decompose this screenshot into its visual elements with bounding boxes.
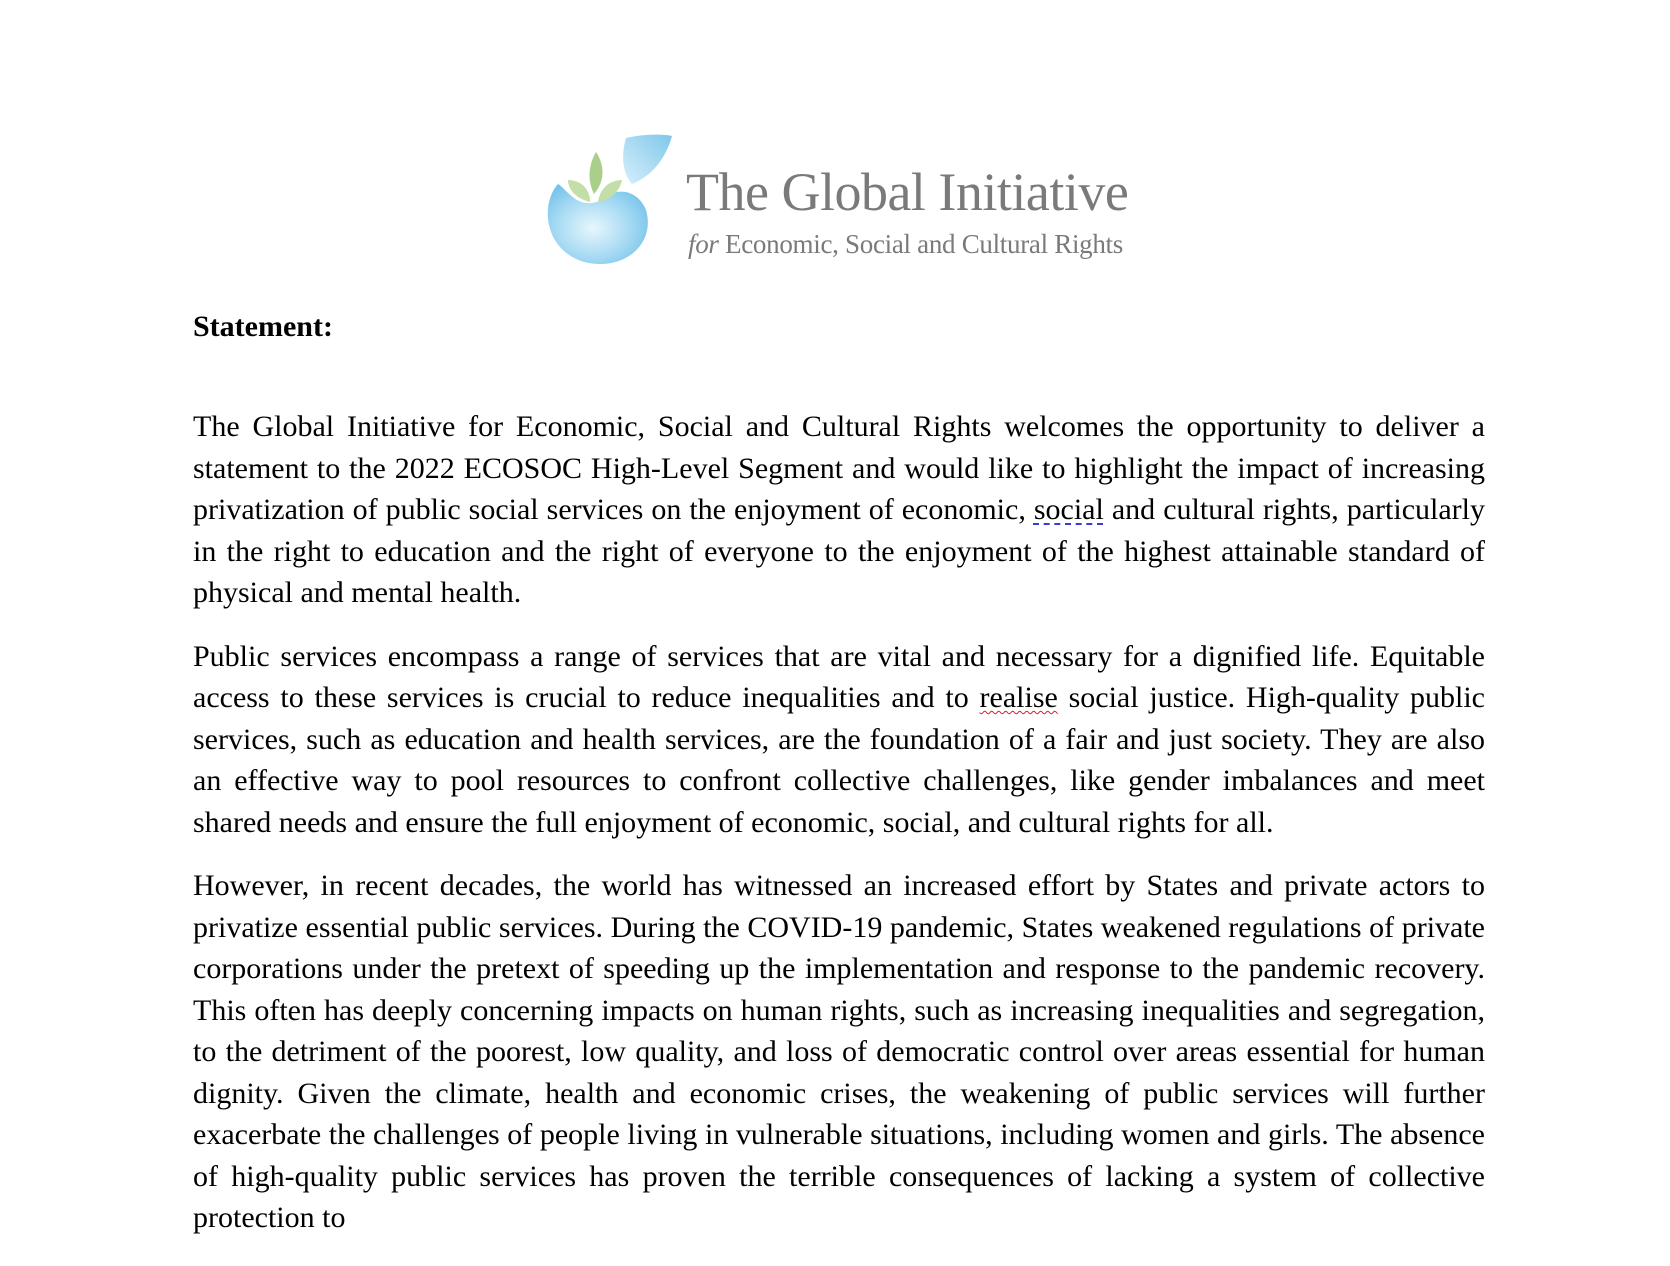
paragraph-2-after: social justice. High-quality public services, such as education and health services, are the foundation of a fair and just society. They are also an effective way to pool resources to confront collective challenges, like gender imbalances and meet shared needs and ensure the full enjoyment of economic, social, and cultural rights for all. xyxy=(193,681,1485,839)
paragraph-1-before: The Global Initiative for Economic, Social and Cultural Rights welcomes the opportunity to deliver a statement to the 2022 ECOSOC High-Level Segment and would like to highlight the impact of increasing privatization of public social services on the enjoyment of economic, xyxy=(193,410,1485,526)
paragraph-2-before: Public services encompass a range of services that are vital and necessary for a dignified life. Equitable access to these services is crucial to reduce inequalities and to xyxy=(193,639,1485,714)
drop-tip-shape xyxy=(623,135,672,184)
paragraph-1-after: and cultural rights, particularly in the right to education and the right of everyone to the enjoyment of the highest attainable standard of physical and mental health. xyxy=(193,493,1485,609)
paragraph-3: However, in recent decades, the world has witnessed an increased effort by States and private actors to privatize essential public services. During the COVID-19 pandemic, States weakened regulations of private corporations under the pretext of speeding up the implementation and response to the pandemic recovery. This often has deeply concerning impacts on human rights, such as increasing inequalities and segregation, to the detriment of the poorest, low quality, and loss of democratic control over areas essential for human dignity. Given the climate, health and economic crises, the weakening of public services will further exacerbate the challenges of people living in vulnerable situations, including women and girls. The absence of high-quality public services has proven the terrible consequences of lacking a system of collective protection to xyxy=(193,869,1485,1234)
globe-drop-icon xyxy=(538,132,678,267)
paragraph-1 xyxy=(193,406,1485,614)
logo-subtitle xyxy=(688,228,1123,260)
organization-logo xyxy=(538,132,1138,267)
logo-subtitle-for: for xyxy=(688,229,719,259)
grammar-flagged-word[interactable]: social xyxy=(1033,493,1104,526)
statement-heading: Statement: xyxy=(193,310,333,343)
logo-subtitle-rest: Economic, Social and Cultural Rights xyxy=(718,229,1123,259)
logo-title: The Global Initiative xyxy=(686,162,1129,222)
globe-shape xyxy=(548,184,648,264)
statement-body xyxy=(193,406,1485,1261)
spelling-flagged-word[interactable]: realise xyxy=(979,681,1058,714)
leaf-center xyxy=(590,152,603,194)
paragraph-2 xyxy=(193,636,1485,844)
